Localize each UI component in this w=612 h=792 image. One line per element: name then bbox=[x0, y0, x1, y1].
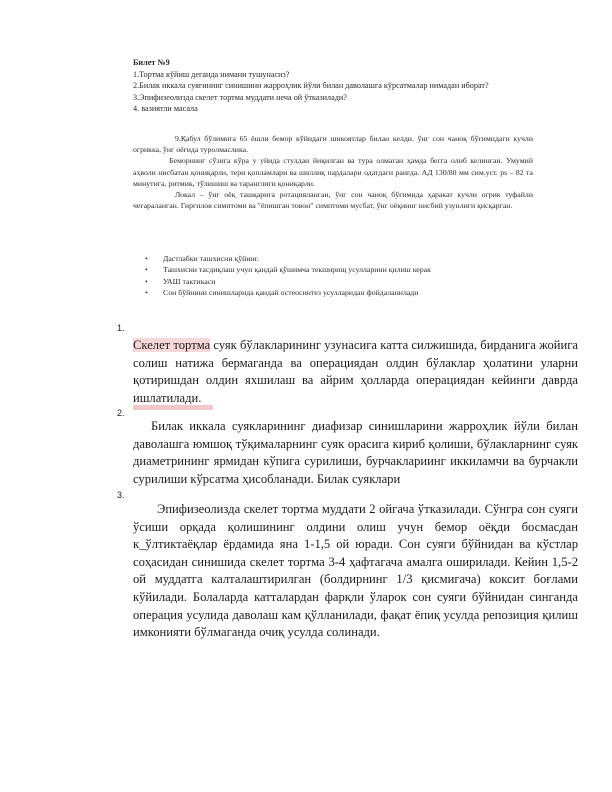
question-4: 4. вазиятли масала bbox=[133, 104, 198, 114]
answer-3-clip bbox=[133, 497, 583, 640]
case-task bbox=[133, 133, 533, 211]
answer-1-text: суяк бўлакларининг узунасига катта силжишида, бирданига жойига солиш натижа бермаганда ва операциядан олдин бўлаклар ҳолатини уларни қотиришдан олдин яхшилаш ва айрим ҳолларда операциядан кейинги даврда ишлатилади. bbox=[133, 338, 578, 405]
answer-3 bbox=[133, 501, 578, 642]
answer-number-2: 2. bbox=[117, 408, 125, 418]
answer-number-3: 3. bbox=[117, 490, 125, 500]
answer-number-1: 1. bbox=[117, 323, 125, 333]
highlighted-term: Скелет тортма bbox=[133, 338, 211, 352]
answer-2-text: Билак иккала суякларининг диафизар синишларини жарроҳлик йўли билан даволашга юмшоқ тўқималарнинг суяк орасига кириб қолиши, бўлакларнинг суяк диаметрининг ярмидан кўпига сурилиши, бурчаклариинг иккиламчи ва бурчакли сурилиши кўрсатма ҳисобланади. Билак суяклари bbox=[133, 419, 578, 486]
highlight-fragment bbox=[133, 405, 213, 410]
ticket-title: Билет №9 bbox=[133, 58, 170, 67]
ticket-block bbox=[133, 57, 533, 115]
answer-3-text: Эпифизеолизда скелет тортма муддати 2 ойгача ўтказилади. Сўнгра сон суяги ўсиши орқада қолишининг олдини олиш учун бемор оёқди босмасдан к_ўлтиктаёқлар ёрдамида яна 1-1,5 ой юради. Сон суяги бўйнидан ва кўстлар соҳасидан синишида скелет тортма 3-4 ҳафтагача амалга оширилади. Кейин 1,5-2 ой муддатга калталаштирилган (болдирнинг 1/3 қисмигача) коксит боғлами кўйилади. Болаларда катталардан фарқли ўларок сон суяги бўйнидан синганда операция усулида даволаш кам қўлланилади, фақат ёпиқ усулда репозиция қилиш имконияти бўлмаганда очиқ усулда солинади. bbox=[133, 502, 578, 640]
task-item: • Сон бўйнини синишларида қандай остеосинтез усулларидан фойдаланилади bbox=[145, 287, 535, 298]
task-item: • Дастлабки ташхисни қўйинг. bbox=[145, 253, 535, 264]
case-paragraph-1: 9.Қабул бўлимига 65 ёшли бемор кўйидаги шикоятлар билан келди. ўнг сон чаноқ бўғимидаги кучли огрикка, ўнг оёғида туролмаслика. bbox=[133, 134, 533, 155]
question-3: 3.Эпифизеолизда скелет тортма муддати неча ой ўтказилади? bbox=[133, 92, 347, 102]
answer-2-clip bbox=[133, 415, 583, 491]
answer-2 bbox=[133, 418, 578, 488]
task-item: • УАШ тактикаси bbox=[145, 276, 535, 287]
task-list bbox=[145, 253, 535, 299]
case-paragraph-3: Локал – ўнг оёқ ташқарига ротацияланган, ўнг сон чаноқ бўғимида ҳаракат кучли огрик туфайли чегараланган. Гиргилов симптоми ва "ёпишган товон" симптоми мусбат, ўнг оёқнинг нисбий узунлиги қисқарган. bbox=[133, 190, 533, 211]
answer-1 bbox=[133, 337, 578, 407]
question-1: 1.Тортма кўйиш деганда нимани тушунасиз? bbox=[133, 69, 290, 79]
question-2: 2.Билак иккала суягининг синишини жарроҳлик йўли билан даволашга кўрсатмалар нимадан иборат? bbox=[133, 81, 489, 91]
case-paragraph-2: Беморнинг сўзига кўра у уйида стулдан йиқилган ва тура олмаган ҳамда бегга олиб келинган. Умумий аҳволи нисбатан қониқарли, тери қопламлари ва шиллиқ пардалари одатдаги рангда. АД 130/80 мм сим.уст. ps – 82 та минутига, ритмик, тўлишиш ва таранглиги қониқарли. bbox=[133, 156, 533, 188]
answer-1-clip bbox=[133, 333, 583, 407]
task-item: • Ташхисни тасдиқлаш учун қандай қўшимча текширищ усулларини қилиш керак bbox=[145, 264, 535, 275]
